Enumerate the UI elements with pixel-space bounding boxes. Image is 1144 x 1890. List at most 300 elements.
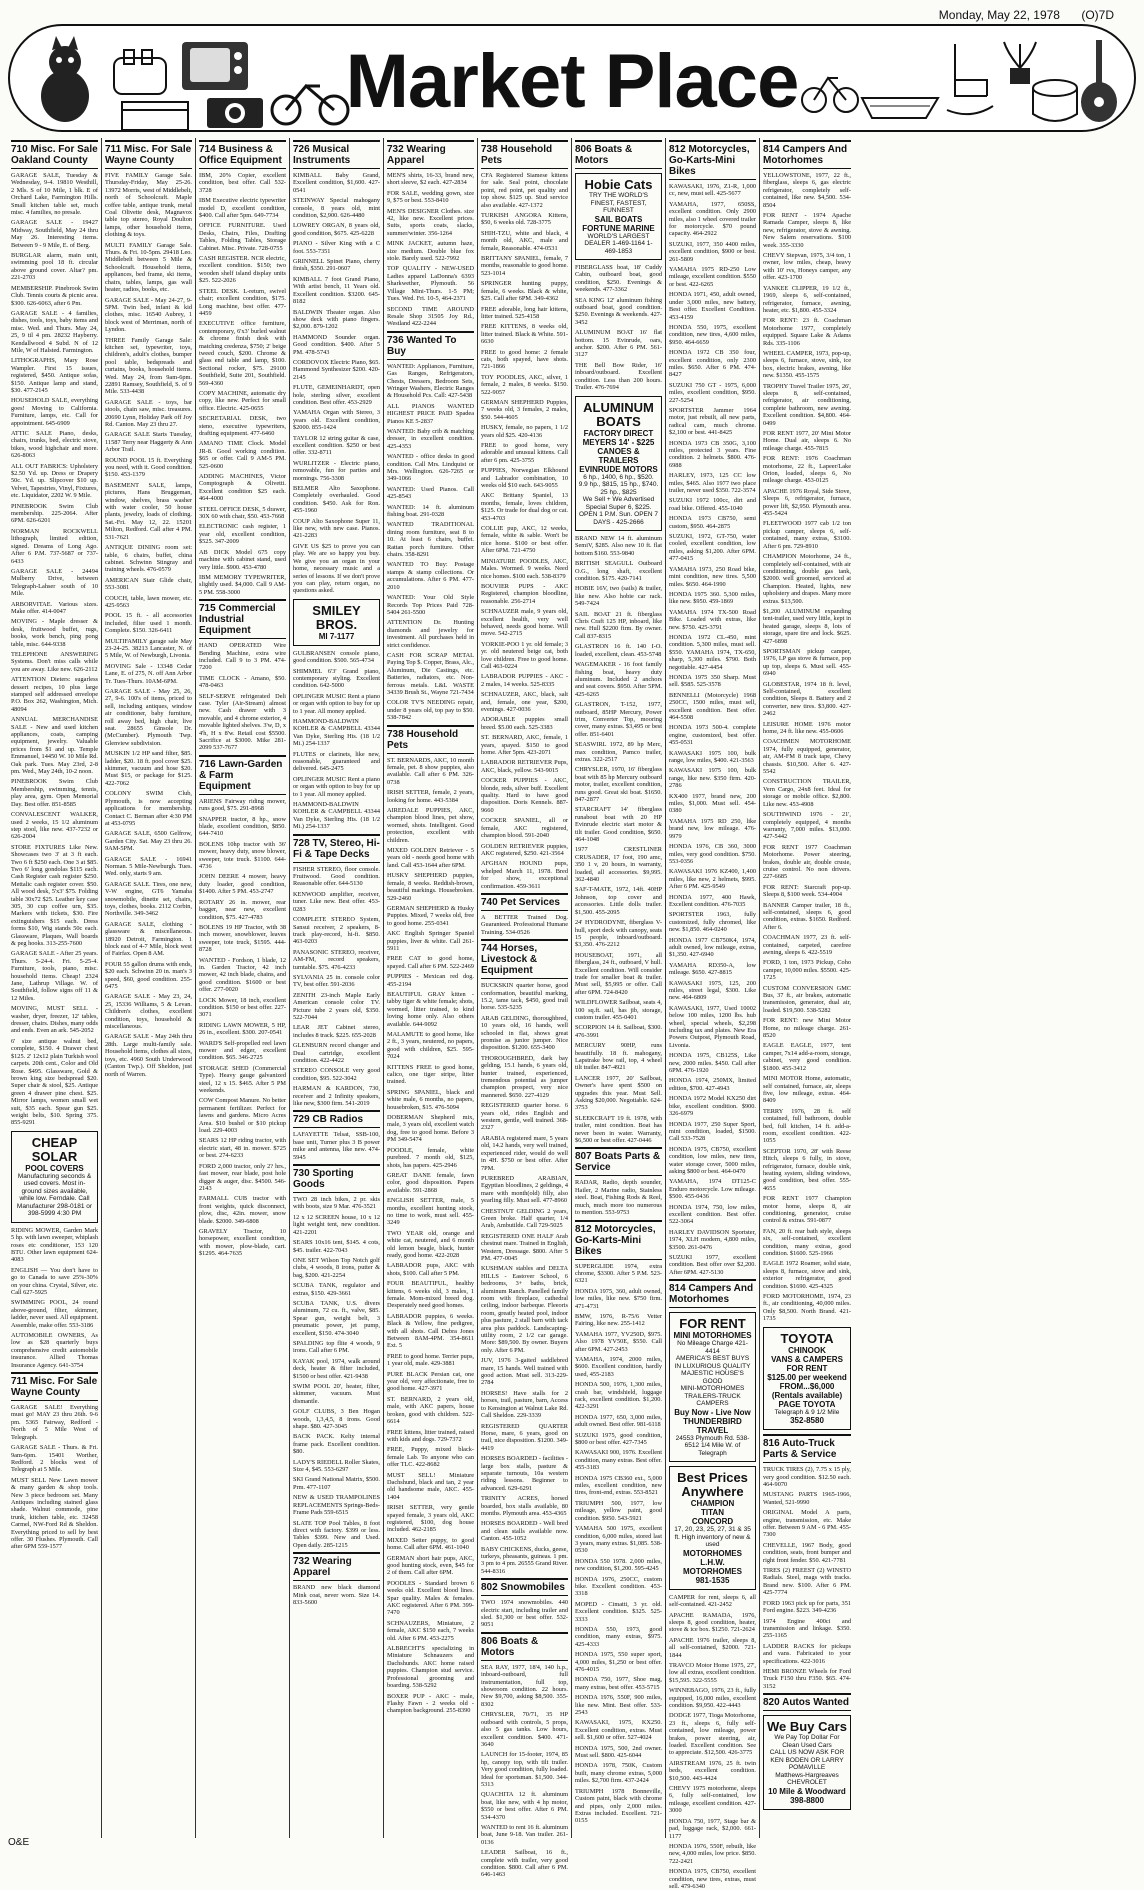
classified-ad: BUCKSKIN quarter horse, good conformation, beautiful marking, 15.2, tame tack, $450, good trail horse. 535-5235 — [481, 982, 568, 1012]
classified-ad: BOLENS 10hp tractor with 36' mower, heavy duty, snow blower, sweeper, tote truck. $1100. 644-4736 — [199, 840, 286, 871]
classified-ad: THOROUGHBRED, dark bay gelding, 15.1 hands, 6 years old, hunter trained, experienced, tremendous potential as jumper champion prospect, very nice mannered. $650. 227-4129 — [481, 1054, 568, 1099]
classified-ad: YAMAHA 1975 RD 250, like brand new, low mileage. 476-9979 — [669, 817, 756, 840]
classified-ad: GLOBESTAR, 1974 18 ft. level, Self-contained, excellent condition, Sleeps 8. Battery and 2 converter, new tires. $3,800. 427-2462 — [763, 680, 851, 718]
classified-ad: FREE to good home, very adorable and unusual kittens. Call after 6 pm. 425-3755 — [481, 442, 568, 464]
classified-ad: MEMBERSHIP. Pinebrook Swim Club. Tennis courts & picnic area. $300. 626-6063, after 6 Pm. — [11, 284, 98, 307]
display-ad-line: Matthews-Hargreaves CHEVROLET — [775, 1771, 839, 1787]
classified-ad: GREAT DANE female, fawn color, good disposition. Papers available. 591-2868 — [387, 1171, 474, 1194]
display-ad-line: CHEAP SOLAR — [31, 1134, 78, 1164]
classified-ad: FOUR BEAUTIFUL, healthy kittens, 6 weeks old, 3 males, 1 female. Mom-mixed breed dog. Desperately need good homes. — [387, 1280, 474, 1310]
classified-ad: STEREO CONSOLE very good condition, $95. 522-3042 — [293, 1067, 380, 1082]
classified-ad: SCHNAUZER male, 9 years old, excellent health, very well behaved, needs good home. Will move. 542-2715 — [481, 608, 568, 638]
classified-ad: MIXED Setter puppy, to good home. Call after 6PM. 461-1040 — [387, 1536, 474, 1552]
display-ad-line: FROM...$6,000 — [779, 1381, 835, 1391]
classified-ad: TRIUMPH 500, 1977, low mileage, yellow paint, good condition. $950. 543-5921 — [575, 1499, 662, 1522]
classified-ad: GERMAN short hair pups, AKC, good hunting stock, even, $45 for 2 of them. Call after 6PM. — [387, 1554, 474, 1577]
classified-ad: SLATE TOP Pool Tables, 8 foot direct with factory. $399 or less. Tables $399. New and Used. Open daily. 285-1215 — [293, 1519, 380, 1549]
display-ad-line: FOR RENT — [679, 1316, 746, 1332]
classified-ad: FARMALL CUB tractor with front weights, quick disconnect, plow, disc, 42in. mower, snow blade. $2000. 349-6808 — [199, 1195, 286, 1225]
classified-ad: WURLITZER - Electric piano, removable, fun for parties and mornings. 756-3308 — [293, 459, 380, 482]
section-heading: 816 Auto-Truck Parts & Service — [763, 1434, 851, 1463]
classified-ad: YANKEE CLIPPER, 19 1/2 ft., 1969, sleeps 6, self-contained, refrigerator, furnace, awning, heater, etc. $1,800. 455-3324 — [763, 284, 851, 314]
classified-ad: CHRYSLER, 1970, 16' fiberglass boat with 85 hp Mercury outboard motor, trailer, excellent condition, runs good. Great ski boat. $1650. 847-2877 — [575, 766, 662, 803]
classified-ad: HEMI BRONZE Wheels for Ford Truck F150 thru F350. $65. 474-3152 — [763, 1667, 851, 1690]
classified-ad: GERMAN SHEPHERD Puppies, 7 weeks old, 3 females, 2 males, $50. 544-4605 — [481, 398, 568, 421]
classified-ad: ANNUAL MERCHANDISE SALE - New and used kitchen appliances, coats, camping equipment, jewelry. Valuable prices from $1 and up. Temple Emmanuel, 14450 W. 10 Mile Rd. Oak park. Tues. May 23rd, 2-8 pm. Wed., May 24th, 10-2 noon. — [11, 716, 98, 776]
classified-ad: MALAMUTE to good home, like 2 ft., 3 years, neutered, no papers, good with children, $25. 595-7024 — [387, 1031, 474, 1061]
classified-ad: GARAGE SALE. Tires, one new, V-W engine, GT6 Yamaha snowmobile, dinette set, chairs, toys, clothes, books. 2112 Corbin, Northville. 349-3462 — [105, 880, 192, 918]
display-ad-line: MINI-MOTORHOMES TRAILERS-TRUCK CAMPERS — [680, 1385, 745, 1408]
classified-ad: $1,200 ALUMINUM expanding tent-trailer, used very little, kept in heated garage, sleeps 8, lots of storage, spare tire and lock. $625. 427-6898 — [763, 607, 851, 645]
classified-ad: LOWREY ORGAN, 8 years old, good condition, $675. 425-6228 — [293, 222, 380, 237]
classified-ad: TWO YEAR old, orange and white cat, neutered, and 6 month old lemon beagle, black, hunter ready, good home. 422-2028 — [387, 1229, 474, 1259]
classified-ad: KITTENS FREE to good home, calico, one tiger stripe, litter trained. — [387, 1063, 474, 1086]
classified-ad: SAF-T-MATE, 1972, 14ft. 40HP Johnson, top cover and accessories. Little dolls trailer. $1,500. 455-2095 — [575, 886, 662, 916]
classified-ad: NORMAN ROCKWELL lithograph, limited edition, signed. Dreams of Long Ago. After 6 P.M. 737-5687 or 737-6433 — [11, 527, 98, 565]
classified-ad: HONDA 1973 CB750, semi custom, $950. 464-2875 — [669, 515, 756, 530]
classified-ad: SYLVANIA 25 in. console color TV, best offer. 591-2036 — [293, 973, 380, 989]
classified-ad: LEAR JET Cabinet stereo, includes 8 track. $225. 655-2028 — [293, 1024, 380, 1039]
classified-ad: APACHE 1976 Royal, Side Stove, Sleeps 6, refrigerator, furnace, power lift, $2,950. Plymouth area. 455-5424 — [763, 487, 851, 518]
display-ad — [11, 1131, 98, 1223]
classified-ad: CORDOVOX Electric Piano, $65. Hammond Synthesizer $200. 420-2145 — [293, 358, 380, 381]
classified-ad: TOP QUALITY - NEW-USED Ladies apparel LaDonna's 6393 Sharkwether, Plymouth. 56 Village Mini-Thurs. 1-5 PM; Tues. Wed. Fri. 10-5, 464-2371 — [387, 265, 474, 303]
classified-ad: 1977 CRESTLINER CRUSADER, 17 foot, 190 amc, 350 1 v, 20 hours, in warranty, loaded, all accessories. $9,995. 362-4840 — [575, 846, 662, 884]
classified-ad: AFGHAN HOUND pups, whelped March 11, 1978. Bred for show, exceptional confirmation. 459-3611 — [481, 860, 568, 890]
classified-ad: OPLINGER MUSIC Rent a piano or organ with option to buy for up to 1 year. All money applied. — [293, 775, 380, 798]
display-ad-line: L.H.W. MOTORHOMES — [683, 1557, 742, 1576]
classified-ad: MIXED GOLDEN Retriever - 5 years old - needs good home with land. Call 453-1644 after 6PM. — [387, 847, 474, 869]
classified-ad: SEASWIRL 1972, 89 hp Merc, max condition, Pamco trailer, extras. 322-2517 — [575, 741, 662, 763]
classified-ad: LAFAYETTE Telsat, SSB-100, base unit, Turner plus 3 B power mike and antenna, like new. 474-5945 — [293, 1131, 380, 1161]
section-heading: 728 TV, Stereo, Hi-Fi & Tape Decks — [293, 834, 380, 863]
classified-ad: SPORTSMAN pickup camper, 1976, LP gas stove & furnace, pop up top, sleeps 6. Must sell. 455-6940 — [763, 647, 851, 678]
display-ad-line: 398-8800 — [790, 1795, 824, 1805]
classified-ad: HONDA 1977, 250 Super Sport, mint condition, loaded, $1500. Call 533-7528 — [669, 1120, 756, 1143]
classified-ad: HONDA 550, 1975, excellent condition, new tires, 4,600 miles, $950. 464-6659 — [669, 323, 756, 346]
classified-ad: OPLINGER MUSIC Rent a piano or organ with option to buy for up to 1 year. All money applied. — [293, 692, 380, 715]
classified-ad: STEEL OFFICE DESK, 5 drawer, 30X 60 with chair, $50. 453-7668 — [199, 505, 286, 521]
classified-ad: SPRINGER hunting puppy, female, 6 weeks. Black & white, $25. Call after 6PM. 349-4362 — [481, 280, 568, 303]
display-ad-line: FORTUNE MARINE — [582, 223, 655, 233]
classified-ad: WINNEBAGO, 1976, 23 ft., fully equipped, 16,000 miles, excellent condition. $9,950. 422-4443 — [669, 1687, 756, 1709]
classified-ad: GARAGE SALE, Tuesday & Wednesday, 9-4. 19810 Westhill, 2 Mls. S of 10 Mile, 1 blk. E of Orchard Lake, Farmington Hills. Small kitchen table set, much misc. 4 families, no presale. — [11, 172, 98, 217]
classified-ad: BOUVIER PUPS - AKC Registered, champion bloodline, reasonable. 256-2714 — [481, 582, 568, 605]
classified-ad: ARABIA registered mare, 5 years old, 14.2 hands, very well trained, experienced rider, would do well in 4H. $750 or best offer. After 7PM. — [481, 1134, 568, 1172]
classified-ad: REGISTERED QUARTER Horse, mare, 6 years, good on trail, nice disposition. $1200. 349-4419 — [481, 1422, 568, 1452]
classified-ad: SHIH-TZU, white and black, 4 month old, AKC, male and female, Reasonable. 474-0531 — [481, 229, 568, 252]
classified-ad: GIVE US $25 to prove you can play. We are so happy you buy. We give you an organ in your home, necessary music and a series of lessons. If we don't prove you can play, return organ, no questions asked. — [293, 542, 380, 595]
classified-ad: GARAGE SALE - Thurs. & Fri. 9am-6pm. 15401 Worther, Redford. 2 blocks west of Telegraph at 5 Mile. — [11, 1444, 98, 1474]
section-heading: 806 Boats & Motors — [481, 1632, 568, 1661]
classified-ad: BOXER PUP - AKC - male, Flashy Fawn - 2 weeks old - champion background. 255-8390 — [387, 1692, 474, 1715]
display-ad-line: Hobie Cats — [584, 177, 653, 192]
classified-ad: ALUMINUM BOAT 16' flat bottom. 15 Evinrude, oars, anchor. $200. After 6 PM. 561-3127 — [575, 329, 662, 359]
classified-ad: SUPERGLIDE 1974, extra chrome, $3300. After 5 P.M. 523-6321 — [575, 1262, 662, 1285]
classified-ad: HONDA 1974, 250MX, limited edition, $700. 427-4943 — [669, 1077, 756, 1092]
classified-ad: 6' size antique walnut bed, complete, $150. 4 Drawer chest $125. 2' 12x12 plain Turkish wool carpets. 20th cent., Color and Old Rose. $495. Glassware, Gold & brown king size bedspread $20. Super chair & stool, $25. Antique green 4 drawer pine chest. $25. Mirror lamps, women small wet suit, $35 each. Spear gun $25. weight belts, $10. Spring 375. 855-9291 — [11, 1037, 98, 1127]
classified-ad: OFFICE FURNITURE. Used Desks, Chairs, Files, Drafting Tables, Folding Tables, Storage Cabinet. Misc. Private. 728-0755 — [199, 222, 286, 252]
classified-ad: AKC English Springer Spaniel puppies, liver & white. Call 261-5911 — [387, 930, 474, 952]
classified-ad: STORAGE SHED (Commercial Type). Heavy gauge galvanized steel, 12 x 15. $465. After 5 PM weekends. — [199, 1064, 286, 1095]
display-ad-line: CHINOOK — [788, 1345, 826, 1355]
classified-ad: 1974 Engine 400ci and transmission and linkage. $350. 255-1165 — [763, 1617, 851, 1640]
classified-ad: COUCH, table, lawn mower, etc. 425-9563 — [105, 594, 192, 609]
classified-ad: KAWASAKI, 1976, Z1-R, 1,000 cc, new, must sell. 425-5677 — [669, 183, 756, 198]
display-ad-line: No Mileage Charge 421-4414 — [677, 1340, 748, 1355]
display-ad — [293, 599, 380, 646]
classified-ad: SEARS 10x16 tent, $145. 4 cots, $45. trailer. 422-7043 — [293, 1239, 380, 1254]
classified-ad: WANTED TRADITIONAL dining room furniture, seat 8 to 10. At least 6 chairs, buffet. Rattan porch furniture. Other chairs. 358-8291 — [387, 521, 474, 559]
classified-ad: CAMPER for rent, sleeps 6, all self-contained. 421-2452 — [669, 1593, 756, 1609]
classified-ad: FOR RENT - 1974 Apache Ramada Camper, sleeps 8, like new, refrigerator, stove & awning. New Salem reservations. $100 week. 355-3330 — [763, 212, 851, 249]
classified-ad: LABRADOR puppies, 6 weeks. Black & Yellow, fine pedigree, with all shots. Call Debra Jones Between 8AM-4PM. 354-8611 Ext. 5 — [387, 1312, 474, 1350]
classified-ad: BELMER Alto Saxophone. Completely overhauled. Good condition. $450. Ask for Ron. 455-1960 — [293, 485, 380, 515]
classified-ad: YAMAHA RD350-A, low mileage. $650. 427-8815 — [669, 961, 756, 977]
classified-ad: MINIATURE POODLES, AKC, Males. Wormed. 9 weeks. Need nice homes. $100 each. 538-8379 — [481, 557, 568, 580]
classified-ad: REGISTERED quarter horse. 6 years old, rides English and western, gentle, well trained. 368-2327 — [481, 1102, 568, 1132]
classified-ad: HONDA 500, 1976, 1,300 miles, crash bar, windshield, luggage rack, excellent condition. $1,200. 422-3291 — [575, 1381, 662, 1411]
classified-ad: LEISURE HOME 1976 motor home, 24 ft. like new. 455-0606 — [763, 720, 851, 736]
classified-ad: ALBRECHT'S specializing in Miniature Schnauzers and Dachshunds. AKC home raised puppies. Champion stud service. Professional grooming and boarding. 538-5292 — [387, 1645, 474, 1690]
classified-ad: HONDA 1972 Model KX250 dirt bike, excellent condition. $900. 326-6979 — [669, 1095, 756, 1118]
classified-ad: HONDA 1975 360. 5,300 miles, like new. $950. 459-1869 — [669, 590, 756, 606]
classified-ad: TRIUMPH 1978 Bonneville, Custom paint, black with chrome and pipes, only 2,000 miles. Extras included. Excellent. 721-0155 — [575, 1787, 662, 1825]
classified-ad: TOY POODLES, AKC, silver, 1 female, 2 males, 8 weeks. $150. 522-9057 — [481, 373, 568, 396]
classified-ad: SUZUKI, 1977, 350 4400 miles, excellent condition, $900 or best. 261-5809 — [669, 240, 756, 263]
classified-ad: CFA Registered Siamese kittens for sale. Seal point, chocolate point, red point, pet quality and top show. $125 up. Stud service also available. 427-1372 — [481, 172, 568, 209]
display-ad-line: WORLD'S LARGEST DEALER 1-469-1164 1-469-1853 — [584, 232, 653, 255]
classified-ad: ATTENTION Dr. Hunting diamonds and jewelry for investment. All purchases held in strict confidence. — [387, 619, 474, 649]
classified-ad: MINI MOTOR Home, automatic, self contained, furnace, air, sleeps five, low mileage, extras. 464-8409 — [763, 1075, 851, 1105]
classified-ad: BALDWIN Theater organ. Also show deck with piano fingers. $2,000. 879-1202 — [293, 308, 380, 331]
classified-ad: SPALDING top flite 4 woods, 9 irons. Call after 6 PM. — [293, 1339, 380, 1355]
display-ad-line: 352-8580 — [790, 1416, 824, 1426]
classified-ad: SCORPION 14 ft. Sailboat, $300. 476-3991 — [575, 1024, 662, 1039]
classified-ad: FLUTES or clarinets, like new, reasonable, guaranteed and delivered. 645-2475 — [293, 750, 380, 773]
classified-ad: FOR RENT 1977 Coachman Motorhome. Power steering, brakes, double air, double crusie, cruise control. No non drivers. 227-6685 — [763, 843, 851, 881]
classified-ad: HONDA 1975, 550 super sport, 4,000 miles, $1,250 or best offer. 476-4015 — [575, 1651, 662, 1673]
section-heading: 738 Household Pets — [387, 725, 474, 754]
classified-ad: FORD 2,000 tractor, only 2? hrs., fast mower, rear blade, post hole digger & auger, disc. $4500. 546-2143 — [199, 1162, 286, 1192]
classified-ad: ST. BERNARDS, AKC, 10 month female, pet. 8 show puppies, also available. Call after 6 PM. 326-0738 — [387, 756, 474, 786]
classified-ad: SPRING SPANIEL, black and white male, 6 months, no papers, housebroken, $15. 476-5094 — [387, 1088, 474, 1111]
display-ad-line: MINI MOTORHOMES — [673, 1331, 752, 1341]
classified-ad: MOVING - Maple dresser & desk, fruitwood buffet, rugs, books, work bench, ping pong table, misc. 644-9338 — [11, 618, 98, 648]
classified-ad: THREE Family Garage Sale: kitchen set, typewriter, toys, children's, adult's clothes, bumper pool table, bedspreads and curtains, books, household items. Wed. May 24, from 9am-6pm. 22891 Ramsey, Southfield, S. of 9 Mile. 533-4438 — [105, 336, 192, 396]
classified-ad: PUPPIES - Mexican red dog. 455-2194 — [387, 973, 474, 988]
classified-ad: HOBIE 16V, two (sails) & trailer, like new. Also hobie car rack. 549-7424 — [575, 585, 662, 608]
classified-ad: YAMAHA, 1974 DT125-C Enduro motorcycle. Low mileage. $500. 455-0436 — [669, 1178, 756, 1201]
classified-ad: TURKISH ANGORA Kittens, $50, 6 weeks old. 728-3775 — [481, 212, 568, 227]
classified-ad: HONDA 1975, 360, adult owned, low miles, like new. $750 firm. 471-4731 — [575, 1287, 662, 1310]
classified-column — [572, 138, 666, 1838]
classified-ad: TIME CLOCK - Amano, $50. 478-0463 — [199, 674, 286, 690]
classified-ad: SECRETARIAL DESK, two steno, executive typewriters, drafting equipment. 477-6460 — [199, 415, 286, 437]
section-heading: 812 Motorcycles, Go-Karts-Mini Bikes — [669, 140, 756, 180]
classified-ad: A BETTER Trained Dog. Guaranteed. Professional Humane Training. 534-0526 — [481, 913, 568, 936]
classified-ad: EAGLE 1972 Roamer, solid state, sleeps 8, furnace, stove and sink, exterior refrigerator, good condition. $1690. 425-4325 — [763, 1260, 851, 1290]
classified-ad: TWO 28 inch bikes, 2 pr. skis with boots, size 9 Mar. 476-3521 — [293, 1196, 380, 1211]
classified-ad: SUZUKI, 1972, GT-750, water cooled, excellent condition, low miles, asking $1,200. After 6PM. 477-0415 — [669, 533, 756, 563]
classified-ad: GARAGE SALE - May 24th thru 28th. Large multi-family sale. Household items, clothes all sizes, toys, etc. 4960 South Underwood (Canton Twp.). Off Sheldon, just north of Warren. — [105, 1033, 192, 1078]
classified-ad: COUP Alto Saxophone Super 11, like new, with new case. Pianos. 421-2283 — [293, 517, 380, 540]
issue-date: Monday, May 22, 1978 — [938, 8, 1060, 22]
classified-ad: PUPPIES, Norwegian Elkhound and Labrador combination, 10 weeks old $10 each. 643-9055 — [481, 467, 568, 490]
classified-ad: MUST SELL! Miniature Dachshund, black and tan, 2 year old handsome male, AKC. 455-1404 — [387, 1471, 474, 1501]
classified-ad: HUSKY SHEPHERD puppies, female, 8 weeks. Reddish-brown, beautiful markings. Housebroken. 529-2460 — [387, 872, 474, 902]
classified-ad: TELEPHONE ANSWERING Systems. Don't miss calls while you are away. Like new. 626-2112 — [11, 650, 98, 673]
classified-ad: IRISH SETTER, very gentle spayed female, 3 years old, AKC registered, $100, dog house included. 462-2185 — [387, 1504, 474, 1534]
classified-ad: WANTED: Baby crib & matching dresser, in excellent condition. 425-4353 — [387, 427, 474, 450]
classified-ad: BRITTANY SPANIEL, female, 7 months, reasonable to good home. 523-1014 — [481, 255, 568, 277]
classified-ad: BRAND new black diamond Mink coat, never worn. Size 14. 833-5600 — [293, 1584, 380, 1606]
classified-ad: YAMAHA, 1974, 2000 miles, $600. Excellent condition, hardly used, 455-2183 — [575, 1355, 662, 1378]
classified-ad: MOVING Sale - 13348 Cedar Lane, E. of 275, N. off Ann Arbor Tr. Tues-Thurs. 10AM-6PM. — [105, 662, 192, 685]
classified-ad: BASEMENT SALE, lamps, pictures, Hans Bruggeman, window, shelves, brass washer with water cooler, 50 house plants, jewelry, loads of clothing. Sat.-Fri. May 12, 22. 15201 Milton, Redford. Call after 4 PM. 531-7621 — [105, 481, 192, 541]
display-ad-line: (Rentals available) — [771, 1390, 843, 1400]
section-heading: 714 Business & Office Equipment — [199, 140, 286, 169]
classified-ad: GLENBURN record changer and Dual cartridge, excellent condition. 422-4422 — [293, 1042, 380, 1064]
display-ad-line: SMILEY BROS. — [312, 602, 361, 632]
classified-ad: SWIM POOL 20', heater, filter, skimmer, vacuum. Must dismantle. — [293, 1383, 380, 1405]
classified-ad: STORE FIXTURES Like New. Showcases two 3' at 3 ft each. Two 6 ft $250 each. One 3 at $85. Two 6' long gondolas $115 each. Cash Register cash register $250. Mettalic cash register cover. $50. All wood desk, 5'x3' $75. Folding table 30x72 $25. Leather key case 305, 30 cup coffee urn, $35. Markers with tickets, $30. Fire extinguishers $15 each. Dress forms $10, Wig stands 50c each. Glassware, Plaques, Wall boards & peg hooks. 313-255-7600 — [11, 843, 98, 947]
section-heading: 744 Horses, Livestock & Equipment — [481, 939, 568, 979]
classified-ad: KAWASAKI 1976 KZ400, 1,400 miles, like new, 2 helmets, $995. After 6 PM. 425-9549 — [669, 868, 756, 891]
classified-ad: GRAVELY Tractor, 10 horsepower, excellent condition, with mower, plow-blade, cart. $1295. 464-7635 — [199, 1227, 286, 1258]
classified-ad: HARLEY DAVIDSON Sportster, 1974, XLH modern, 4,800 miles, $3500. 261-0476 — [669, 1228, 756, 1251]
classified-ad: ATTENTION Dieters: sugarless dessert recipes, 10 plus large stamped self addressed envelope P.O. Box 262, Washington, Mich. 48094 — [11, 676, 98, 713]
classified-ad: KX400 1977, brand new, 200 miles, $1,000. Must sell. 454-0380 — [669, 792, 756, 815]
display-ad-line: $125.00 per weekend — [767, 1372, 847, 1382]
classified-ad: MERCURY 90HP, runs beautifully. 18 ft. mahogany, Lapstrake bow rail, top, 4 wheel tilt trailer. 847-4921 — [575, 1042, 662, 1072]
classified-ad: MOPED - Cimatti, 3 yr. old. Excellent condition. $325. 525-3333 — [575, 1600, 662, 1623]
classified-ad: HONDA 550 1978. 2,000 miles, new condition, $1,200. 595-4245 — [575, 1557, 662, 1573]
classified-ad: HONDA 550, 1973, good condition, many extras, $975. 425-4333 — [575, 1625, 662, 1648]
classified-ad: SEA RAY, 1977, 18'4, 140 h.p., inboard-outboard, full instrumentation, full top, showroom condition. 22 hours. New $9,700, asking $8,500. 355-8302 — [481, 1663, 568, 1708]
classified-ad: HONDA 1976, CB 360, 3000 miles, very good condition. $750. 553-0356 — [669, 843, 756, 865]
classified-ad: 12 x 12 SCREEN house, 10 x 12 light weight tent, new condition. 421-2201 — [293, 1213, 380, 1236]
classified-ad: WANTED - office desks in good condition. Call Mrs. Lindquist or Mrs. Wellington. 626-7265 or 349-1066 — [387, 453, 474, 483]
classified-ad: GARAGE SALE Starts Tuesday, 11587 Terry near Haggerty & Ann Arbor Trail. — [105, 431, 192, 454]
section-heading: 802 Snowmobiles — [481, 1578, 568, 1596]
display-ad-line: Buy Now - Live Now — [674, 1407, 751, 1417]
section-heading: 807 Boats Parts & Service — [575, 1147, 662, 1176]
classified-ad: STEINWAY Special mahogany console, 8 years old, mint condition, $2,900. 626-4480 — [293, 197, 380, 220]
classified-ad: NEW & USED TRAMPOLINES REPLACEMENTS Springs-Beds-Frame Pads 559-6515 — [293, 1494, 380, 1517]
classified-ad: KAWASAKI 1975 100, bulk range, like new. $350 firm. 420-2786 — [669, 767, 756, 790]
section-heading: 812 Motorcycles, Go-Karts-Mini Bikes — [575, 1220, 662, 1260]
classified-ad: HONDA 1974, 750, low miles, excellent condition. Best offer. 522-3064 — [669, 1203, 756, 1226]
classified-ad: MULTI FAMILY Garage Sale. Thurs. & Fri. 10-5pm. 29418 Leo. Middlebelt between 5 Mile & Schoolcraft. Household items, appliances, bed frame, ski items, chairs, tables, lamps, gas wall heater, radios, books, etc. — [105, 241, 192, 294]
classified-ad: FOR RENT: new Mini Motor Home, no mileage charge. 261-8520 — [763, 1017, 851, 1040]
classified-ad: SKI Grand National Matrix, $500. Prm. 477-1107 — [293, 1476, 380, 1491]
page-number: (O)7D — [1081, 8, 1114, 22]
classified-ad: BANNER Camper trailer, 18 ft., self-contained, sleeps 6, good condition, extras. $1650. Redford. After 6. — [763, 901, 851, 931]
classified-ad: COACHMAN 1977, 23 ft. self-contained, carpeted, carefree awning, sleeps 6. 422-5519 — [763, 934, 851, 956]
classified-ad: ANTIQUE DINING room set: table, 6 chairs, buffet, china cabinet. Schwinn Stingray and training wheels. 476-0579 — [105, 544, 192, 574]
display-ad-line: CANOES & TRAILERS — [597, 446, 640, 465]
section-heading: 711 Misc. For Sale Wayne County — [11, 1372, 98, 1401]
classified-ad: HORSES BOARDED - Well bred and clean stalls available now. Canton. 455-1052 — [481, 1520, 568, 1543]
classified-ad: PINEBROOK Swim Club membership. 225-2064. After 6PM. 626-6201 — [11, 502, 98, 525]
classified-ad: YAMAHA 1975 RD-250 Low mileage, excellent condition. $550 or best. 422-6265 — [669, 266, 756, 288]
classified-ad: WANTED: 14 ft. aluminum fishing boat. 291-0328 — [387, 503, 474, 519]
display-ad-line: MI 7-1177 — [318, 631, 355, 641]
classified-ad: ORIGINAL Model A parts, engine, transmission, etc. Make offer. Between 9 AM - 6 PM. 455-7300 — [763, 1509, 851, 1539]
display-ad-line: Best Prices Anywhere — [677, 1470, 748, 1500]
classified-ad: PUREBRED ARABIAN, Egyptian bloodlines, 2 geldings, 4 mare with month(old) filly, also yearling filly. Must sell. 477-8960 — [481, 1174, 568, 1205]
classified-ad: HAMMOND Sounder organ. Good condition. $400. After 5 PM. 478-5743 — [293, 333, 380, 356]
classified-ad: SUZUKI 1977, excellent condition. Best offer over $2,200. After 6PM. 427-5130 — [669, 1254, 756, 1276]
classified-column — [666, 138, 760, 1890]
display-ad-line: 24553 Plymouth Rd. 538-6512 1/4 Mile W. of Telegraph — [675, 1434, 750, 1457]
classified-ad: PIANO - Silver King with a C foot. 553-7351 — [293, 240, 380, 255]
classified-ad: HONDA 1975, CB750, excellent condition, new tires, extras, must sell. 479-6340 — [669, 1868, 756, 1890]
section-heading: 738 Household Pets — [481, 140, 568, 169]
classified-ad: PANASONIC STEREO, receiver, AM-FM, record speakers, turntable. $75. 476-4233 — [293, 948, 380, 971]
classified-ad: JUV, 1976 3-gaited saddlebred mare, 15 hands. Well trained with good action. Must sell. 313-229-2784 — [481, 1357, 568, 1387]
classified-ad: GARAGE SALE - 16941 Norman. 5 Mile-Newburgh. Tues. Wed. only, starts 9 am. — [105, 855, 192, 878]
section-heading: 820 Autos Wanted — [763, 1693, 851, 1711]
classified-ad: HARMAN & KARDON, 730, receiver and 2 Infinity speakers, like new, $300 firm. 541-2019 — [293, 1085, 380, 1108]
classified-ad: ST. BERNARD, AKC, female, 1 years, spayed. $150 to good home. After 5pm. 423-2071 — [481, 734, 568, 757]
classified-columns — [8, 138, 1136, 1890]
display-ad-line: Manufacturing seconds & used covers. Most in-ground sizes available, while low. Ferndale. Call Manufacturer 298-0181 or 398-5999 4:30 PM — [16, 1172, 93, 1218]
display-ad-line: We Buy Cars — [767, 1719, 847, 1735]
classified-ad: CHEVY Stepvan, 1975, 3/4 ton, 1 owner, low miles, cheap, heavy with 10' rvs, Honeys camper, any offer. 423-1700 — [763, 252, 851, 282]
display-ad-line: We Sell + We Advertised Special Super 6, $225. OPEN 1 P.M. Sun. OPEN 7 DAYS - 425-2666 — [579, 496, 658, 526]
classified-ad: KAWASAKI 1975, 125, 200 miles, street legal, $300. Like new. 464-6809 — [669, 979, 756, 1002]
classified-ad: WANTED: Appliances, Furniture, Gas Ranges, Refrigerators, Chests, Dressers, Bedroom Sets, Wringer Washers, Electric Ranges & Household Pcs. Call: 427-5438 — [387, 362, 474, 400]
classified-ad: EXECUTIVE office furniture, contemporary, 6'x3' burled walnut & chrome finish desk with matching credenza, $750; 2' beige tweed couch, $200. Chrome & glass end table and lamp, $100. Sectional rocker, $75. 29100 Southfield, Suite 201, Southfield. 569-4360 — [199, 320, 286, 387]
classified-ad: POODLE, female, white purebred. 7 month old, $125, shots, has papers. 425-2946 — [387, 1146, 474, 1169]
classified-ad: SEA KING 12' aluminum fishing outboard boat, good condition. $250. Evenings & weekends. 427-3452 — [575, 296, 662, 326]
classified-ad: PINEBROOK Swim Club Membership, swimming, tennis, play area, gym. Open Memorial Day. Best offer. 851-8585 — [11, 778, 98, 808]
classified-ad: WAGEMAKER - 16 foot family fishing boat, heavy duty aluminum. Included 2 anchors and seat covers. $950. After 5PM. 425-6265 — [575, 661, 662, 698]
classified-ad: HONDA 1977, 650, 3,000 miles, adult owned. Best offer. 981-6118 — [575, 1413, 662, 1429]
display-ad-line: CONCORD — [691, 1517, 734, 1527]
classified-ad: BABY CHICKENS, ducks, geese, turkeys, pheasants, guineas. 1 pm. 3 pm to 4 pm. 26555 Grand River. 544-8316 — [481, 1545, 568, 1575]
display-ad-line: TOYOTA — [780, 1330, 834, 1346]
classified-ad: HUSKY, female, no papers, 1 1/2 years old $25. 420-4136 — [481, 424, 568, 439]
classified-ad: HOUSEHOLD SALE, everything goes! Moving to California. Furniture, lamps, etc. Call for appointment. 645-6909 — [11, 397, 98, 427]
classified-ad: MULTIFAMILY garage sale May 23-24-25. 38213 Lancaster, N. of 5 Mile, W. of Newburgh, Livonia. — [105, 637, 192, 660]
classified-ad: CONVALESCENT WALKER, used 2 weeks, 15 1/2 aluminum step stool, like new. 437-7232 or 626-2004 — [11, 811, 98, 841]
classified-ad: ENGLISH — You don't have to go to Canada to save 25%-30% on your china. Crystal, Silver, etc. Call 627-5925 — [11, 1266, 98, 1296]
classified-ad: FISHER STEREO, floor console. Fruitwood. Good condition. Reasonable offer. 644-5130 — [293, 865, 380, 888]
section-heading: 814 Campers And Motorhomes — [669, 1279, 756, 1308]
display-ad-line: 6 hp., 1400, 6 hp., $520. 9.9 hp., $815, 15 hp., $740. 25 hp., $825 — [578, 473, 659, 496]
classified-column — [196, 138, 290, 1838]
classified-ad: FOR RENT 1977 Champion motor home, sleeps 8, air conditioning, generator, cruise control & extras. 591-0877 — [763, 1195, 851, 1225]
classified-ad: AIRSTREAM 1976, 25 ft. twin beds, excellent condition. $10,500. 443-4424 — [669, 1759, 756, 1782]
classified-ad: LITHOGRAPHS, Mary Rose Wampler. First 15 issues, registered, $450. Antique sofas, $150. Antique lamp and stand, $30. 477-2145 — [11, 357, 98, 394]
classified-ad: SCUBA TANK, U.S. divers aluminum, 72 cu. ft., valve, $85. Spear gun, weight belt, 3 pneumatic power, jet pump, excellent, $150. 474-3040 — [293, 1299, 380, 1337]
classified-ad: BRITISH SEAGULL Outboard O.G., long shaft, excellent condition. $175. 420-7141 — [575, 560, 662, 583]
classified-ad: COMPLETE STEREO System, Sansui receiver, 2 speakers, 8-track play-record, hi-fi. $850. 463-0203 — [293, 916, 380, 946]
section-heading: 732 Wearing Apparel — [387, 140, 474, 169]
display-ad-line: THUNDERBIRD TRAVEL — [683, 1416, 742, 1435]
classified-ad: LABRADOR RETRIEVER Pups, AKC, black, yellow. 543-9015 — [481, 759, 568, 774]
classified-ad: COACHMEN MOTORHOME 1974, fully equipped, generator, air, AM-FM 8 track tape, Chevy chassis. $10,500. After 6. 427-5542 — [763, 738, 851, 776]
classified-ad: FOUR 55 gallon drums with ends, $20 each. Schwinn 20 in. man's 3 speed, $60, good condition. 255-6475 — [105, 960, 192, 991]
classified-ad: GARAGE SALE - May 25, 26, 27, 9-6. 100's of items, priced to sell, including antiques, window air conditioner, baby furniture, roll away bed, high chair, live seat. 28655 Ginsole Dr. (McCumber). Plymouth Twp. Glenview subdivision. — [105, 688, 192, 747]
classified-ad: FOR RENT: Starcraft pop-up. Sleeps 8, $100 week. 534-4904 — [763, 883, 851, 899]
classified-ad: AMANO TIME Clock. Model JR-8. Good working condition. $65 or offer. Call 9 AM-5 PM. 525-0600 — [199, 440, 286, 470]
classified-ad: FORD, 1 ton, 1973 Pickup, Coho camper, 10,000 miles. $5500. 425-1725 — [763, 959, 851, 982]
classified-ad: CUSTOM CONVERSION GMC Bus, 37 ft., air brakes, automatic transmission, generator, dual air, loaded. $19,500. 538-5282 — [763, 984, 851, 1014]
classified-ad: FAN, 20 ft. rear bath style, sleeps six, self-contained, excellent condition, many extras, good condition. $1600. 525-1966 — [763, 1227, 851, 1258]
classified-ad: SEARS 12 HP riding tractor, with electric start, 48 in. mower. $725 or best. 274-6233 — [199, 1137, 286, 1160]
classified-column — [290, 138, 384, 1838]
classified-ad: ATTIC SALE Piano, desks, chairs, trunks, bed, electric stove, bikes, wood highchair and more. 626-8063 — [11, 430, 98, 460]
classified-ad: COLONY SWIM Club, Plymouth, is now accepting applications for membership. Contact C. Berman after 4:30 PM at 453-0795 — [105, 790, 192, 827]
section-heading: 711 Misc. For Sale Wayne County — [105, 140, 192, 169]
classified-ad: TAYLOR 12 string guitar & case, excellent condition. $250 or best offer. 332-8711 — [293, 434, 380, 457]
classified-ad: GARAGE SALE - May 24-27, 9-5PM. Twin bed, infant & kid clothes, misc. 16540 Aubrey, 1 block west of Merriman, north of Lyndon. — [105, 296, 192, 334]
classified-ad: GLASTRON, T-152, 1977, outboard, 85HP Mercury, Power trim, Converter Top, mooring cover, many extras. $3,495 or best offer. 851-6401 — [575, 701, 662, 738]
display-ad — [763, 1715, 851, 1810]
classified-ad: LABRADOR PUPPIES - AKC - 2 males, 14 weeks. 525-8335 — [481, 673, 568, 688]
classified-column — [102, 138, 196, 1838]
classified-ad: FORD MOTORHOME, 1974, 23 ft., air conditioning, 40,000 miles. Only $8,500. North Brand. 421-1735 — [763, 1293, 851, 1323]
classified-ad: AKC Brittany Spaniel, 13 months, female, loves children, $125. Or trade for dual dog or cat. 453-4703 — [481, 492, 568, 522]
classified-ad: FOR RENT: 23 ft. Coachman Motorhome 1977, completely equipped. Square Lake & Adams Rds. 335-1106 — [763, 317, 851, 347]
classified-ad: HONDA 1976, 250CC, custom bike. Excellent condition. 453-3318 — [575, 1575, 662, 1598]
classified-ad: AMERICAN Stair Glide chair, 553-3081 — [105, 576, 192, 592]
classified-ad: FREE KITTENS, 8 weeks old, litter trained. Black & White. 591-6630 — [481, 323, 568, 346]
masthead-title: Market Place — [345, 39, 799, 124]
classified-ad: HONDA 1975 350 Sharp. Must sell. $585. 525-3578 — [669, 673, 756, 689]
classified-ad: LADY'S RIEDELL Roller Skates, Size 4, $45. 553-6297 — [293, 1458, 380, 1474]
section-heading: 732 Wearing Apparel — [293, 1552, 380, 1581]
display-ad-line: EVINRUDE MOTORS — [579, 464, 658, 474]
display-ad-line: VANS & CAMPERS — [771, 1354, 843, 1364]
classified-ad: YELLOWSTONE, 1977, 22 ft., fiberglass, sleeps 6, gas electric refrigerator, completely self-contained, like new. $4,500. 534-8504 — [763, 172, 851, 209]
classified-ad: WARD'S Self-propelled reel lawn mower and edger, excellent condition. $65. 346-2725 — [199, 1039, 286, 1062]
classified-column — [478, 138, 572, 1879]
classified-ad: IBM Executive electric typewriter model D, excellent condition, $400. Call after 5pm. 649-7734 — [199, 197, 286, 220]
classified-ad: ELECTRONIC cash register, 1 year old, excellent condition, $525. 347-2009 — [199, 523, 286, 546]
classified-ad: HARLEY, 1973, 125 CC low miles, $465. Also 1977 two place trailer, never used $350. 722-3574 — [669, 472, 756, 495]
classified-ad: SCHNAUZER, AKC, black, salt and, female, one year, $200, evenings. 427-0036 — [481, 691, 568, 713]
classified-ad: FOR RENT: 1976 Coachman motorhome, 22 ft., Lapeer/Lake Orion, loaded, sleeps 6, No mileage charge. 453-0125 — [763, 455, 851, 485]
classified-ad: GARAGE SALE, 6500 Gelfrow, Garden City. Sat. May 23 thru 26. 9AM-5PM. — [105, 830, 192, 853]
classified-ad: APACHE 1976 trailer, sleeps 8, all self-contained, $2000. 721-1844 — [669, 1636, 756, 1659]
classified-column — [8, 138, 102, 1838]
classified-ad: FREE, Puppy, mixed black-female Lab. To anyone who can offer TLC. 422-8682 — [387, 1446, 474, 1469]
classified-ad: SUZUKI 1975, good condition, $800 or best offer. 427-7345 — [575, 1431, 662, 1447]
display-ad-line: SAIL BOATS — [594, 214, 643, 224]
masthead-banner — [8, 24, 1136, 132]
classified-ad: RIDING LAWN MOWER, 5 HP, 26 in., excellent. $300. 207-0541 — [199, 1021, 286, 1037]
section-heading: 729 CB Radios — [293, 1110, 380, 1128]
classified-ad: AUTOMOBILE OWNERS, As low as $28 quarterly buys comprehensive credit automobile insurance. Allied Thomas Insurance Agency. 641-3754 — [11, 1332, 98, 1369]
classified-ad: YAMAHA 1973, 250 Road bike, mint condition, new tires. 5,500 miles. $650. 464-1990 — [669, 565, 756, 588]
display-ad-line: TRY THE WORLD'S FINEST, FASTEST, FUNNEST — [588, 192, 649, 214]
footer-code: O&E — [8, 1837, 30, 1848]
classified-ad: DODGE 1977, Tioga Motorhome, 23 ft., sleeps 6, fully self-contained, low mileage, power brakes, power steering, air, loaded. Excellent condition. See to appreciate. $12,500. 426-3775 — [669, 1712, 756, 1757]
classified-ad: WANTED: Used Pianos. Call 425-8543 — [387, 485, 474, 501]
classified-ad: ROUND POOL 15 ft. Everything you need, with it. Good condition. $150. 453-1379 — [105, 456, 192, 479]
classified-ad: ALL PIANOS WANTED HIGHEST PRICE PAID Spadea Pianos KE 5-2837 — [387, 402, 474, 425]
classified-ad: GARAGE SALE - toys, bar stools, chain saw, misc. treasures. 20690 Lynn, Holiday Park off Joy Rd. Canton. May 23 thru 27. — [105, 398, 192, 428]
classified-ad: GOLF CLUBS, 3 Ben Hogan woods, 1,3,4,5, 8 irons. Good shape. $80. 427-3045 — [293, 1408, 380, 1431]
classified-ad: HONDA 1973 CB 350G, 3,100 miles, protected 3 years. Fine condition. 2 helmets. $800. 476-6988 — [669, 439, 756, 469]
classified-ad: CHAMPION Motorhome, 24 ft., completely self-contained, with air conditioning, double gas tank, $2000. well groomed, serviced at Champion. Heated, lights, new upholstery and drapes. Many more extras. $13,500. — [763, 553, 851, 605]
classified-ad: IRISH SETTER, female, 2 years, looking for home. 443-5384 — [387, 789, 474, 804]
